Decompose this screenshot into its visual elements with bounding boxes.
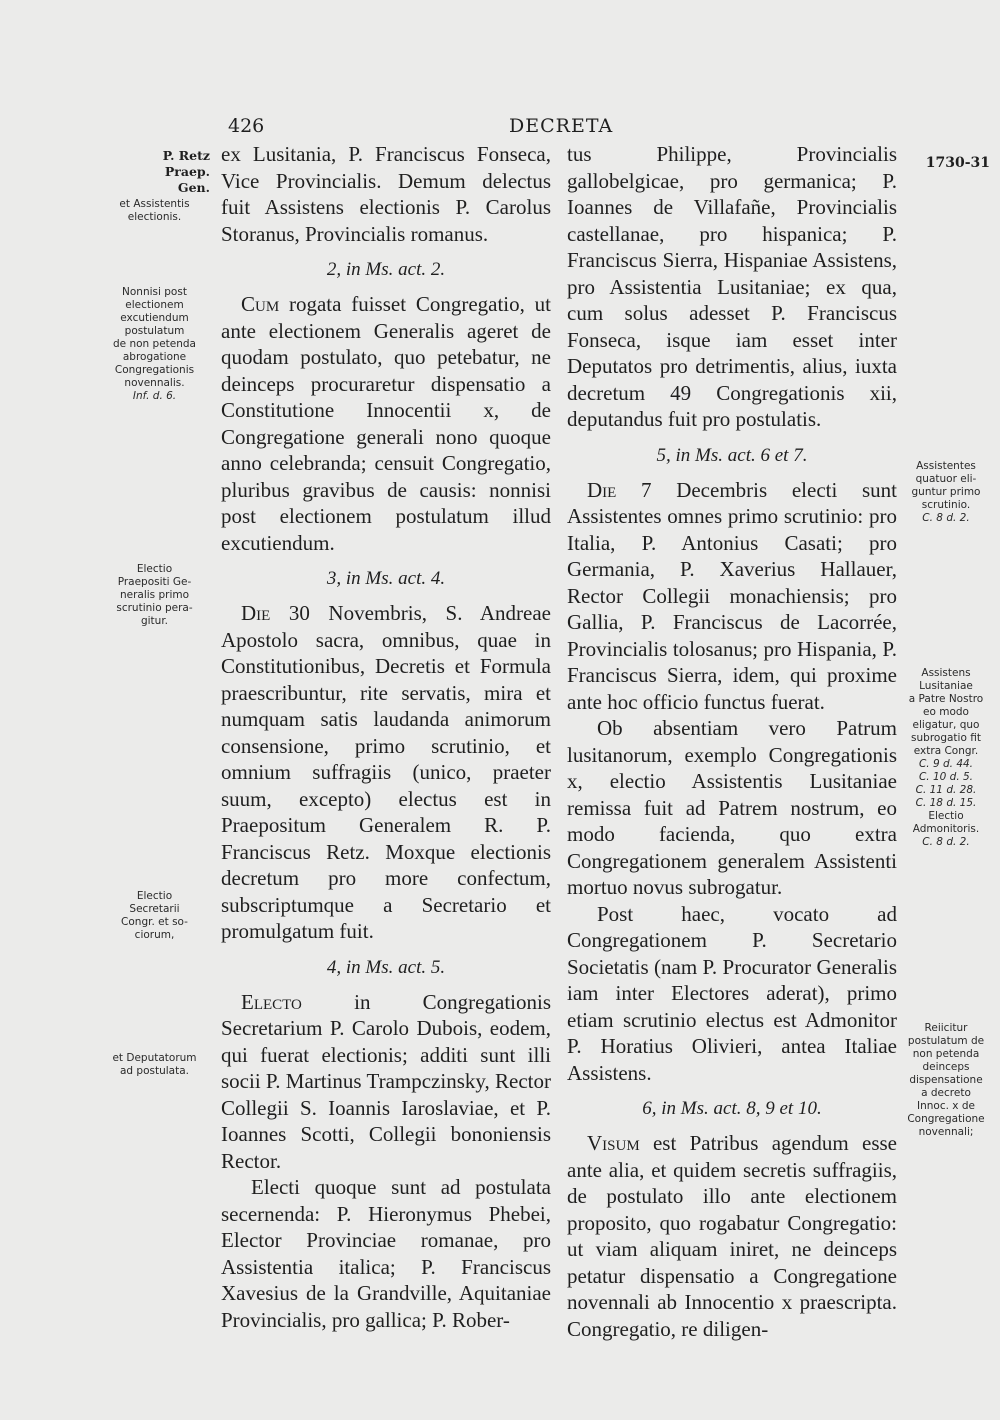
margin-note-electio-praepositi [102, 563, 207, 628]
paragraph [221, 989, 551, 1175]
margin-ref: C. 9 d. 44. [918, 758, 974, 770]
margin-line: quatuor eli- [915, 473, 977, 485]
margin-note-nonnisi-post [102, 286, 207, 403]
paragraph: ex Lusitania, P. Franciscus Fonseca, Vice Provincialis. Demum delectus fuit Assistens electionis P. Carolus Storanus, Provincialis romanus. [221, 142, 551, 246]
margin-line: et Deputatorum [112, 1052, 197, 1064]
page-number: 426 [228, 115, 265, 137]
initial-word: Cum [241, 292, 280, 316]
paragraph: Post haec, vocato ad Congregationem P. Secretario Societatis (nam P. Procurator Generalis iam inter Electores aderat), primo etiam scrutinio electus est Admonitor P. Horatius Olivieri, antea Italiae Assistens. [567, 901, 897, 1085]
paragraph: Electi quoque sunt ad postulata secernenda: P. Hieronymus Phebei, Elector Provinciae romanae, pro Assistentia italica; P. Franciscus Xavesius de la Grandville, Aquitaniae Provincialis, pro gallica; P. Rober- [221, 1175, 551, 1332]
margin-ref: C. 8 d. 2. [922, 512, 970, 524]
margin-ref: C. 8 d. 2. [922, 836, 970, 848]
margin-line: excutiendum [120, 312, 189, 324]
margin-line: et Assistentis [119, 198, 190, 210]
margin-note-assistens-electionis [102, 198, 207, 224]
paragraph-text: in Congregationis Secretarium P. Carolo Dubois, eodem, qui fuerat electionis; additi sunt illi socii P. Martinus Trampczinsky, Rector Collegii S. Ioannis Iaroslaviae, et P. Ioannes Scotti, Collegii bononiensis Rector. [221, 989, 551, 1173]
paragraph: Ob absentiam vero Patrum lusitanorum, exemplo Congregationis x, electio Assistentis Lusitaniae remissa fuit ad Patrem nostrum, eo modo facienda, quo extra Congregationem generalem Assistenti mortuo novus subrogatur. [567, 716, 897, 899]
margin-line: scrutinio. [921, 499, 971, 511]
margin-note-reiicitur [900, 1022, 992, 1139]
margin-line: subrogatio fit [911, 732, 981, 744]
margin-note-retz [130, 148, 210, 196]
margin-ref: C. 10 d. 5. [918, 771, 974, 783]
paragraph-text: 7 Decembris electi sunt Assistentes omnes primo scrutinio: pro Italia, P. Antonius Casati; pro Germania, P. Xaverius Hallauer, Rector Collegii monachiensis; pro Gallia, P. Franciscus de Lacorrée, Provincialis tolosanus; pro Hispania, P. Franciscus Sierra, idem, qui proxime ante hoc officio functus fuerat. [567, 477, 897, 714]
margin-line: postulatum de [907, 1035, 985, 1047]
section-heading: 5, in Ms. act. 6 et 7. [656, 444, 808, 466]
margin-line: Assistens [921, 667, 971, 679]
paragraph [567, 477, 897, 716]
margin-line: Nonnisi post [122, 286, 187, 298]
section-heading: 6, in Ms. act. 8, 9 et 10. [642, 1098, 822, 1119]
margin-line: eo modo [923, 706, 969, 718]
margin-line: Praepositi Ge- [117, 576, 192, 588]
margin-note-electio-secretarii [102, 890, 207, 942]
margin-line: Lusitaniae [919, 680, 973, 692]
paragraph-text: est Patribus agendum esse ante alia, et quidem secretis suffragiis, de postulato illo ante electionem proposito, quo rogabatur Congregatio: ut viam aliquam iniret, ne deinceps petatur dispensatio a Congregatione novennali ab Innocentio x praescripta. Congregatio, re diligen- [567, 1131, 897, 1341]
text-column-left [221, 141, 551, 1333]
margin-ref: Inf. d. 6. [132, 390, 177, 402]
margin-ref: C. 11 d. 28. [915, 784, 977, 796]
running-head: DECRETA [509, 115, 614, 137]
margin-line: eligatur, quo [912, 719, 980, 731]
margin-line: neralis primo [119, 589, 190, 601]
margin-line: non petenda [912, 1048, 980, 1060]
margin-line: extra Congr. [913, 745, 979, 757]
paragraph [567, 1130, 897, 1342]
margin-line: a Patre Nostro [908, 693, 984, 705]
initial-word: Die [587, 477, 617, 502]
initial-word: Electo [241, 989, 302, 1014]
margin-line: Electio [136, 563, 173, 575]
margin-note-deputatorum [102, 1052, 207, 1078]
initial-word: Visum [587, 1131, 640, 1155]
margin-line: a decreto [921, 1087, 971, 1099]
margin-line: novennali; [918, 1126, 974, 1138]
initial-word: Die [241, 601, 271, 625]
margin-line: Congr. et so- [121, 916, 188, 928]
margin-line: postulatum [124, 325, 185, 337]
margin-line: deinceps [922, 1061, 970, 1073]
margin-note-assistens-lusitaniae [900, 667, 992, 849]
margin-line: guntur primo [911, 486, 981, 498]
paragraph: tus Philippe, Provincialis gallobelgicae, pro germanica; P. Ioannes de Villafañe, Provincialis castellanae, pro hispanica; P. Franciscus Sierra, Hispaniae Assistens, pro Assistentia Lusitaniae; ex qua, cum solus adesset P. Franciscus Fonseca, isque iam esset inter Deputatos pro detrimentis, alius, iuxta decretum 49 Congregationis xii, deputandus fuit pro postulatis. [567, 142, 897, 431]
margin-line: Electio [136, 890, 173, 902]
margin-line: Admonitoris. [912, 823, 980, 835]
paragraph [221, 600, 551, 945]
margin-line: ad postulata. [119, 1065, 189, 1077]
margin-line: electionis. [127, 211, 182, 223]
margin-line: Congregatione [907, 1113, 985, 1125]
margin-line: Congregationis [114, 364, 195, 376]
margin-line: Assistentes [916, 460, 976, 472]
margin-line: P. Retz [162, 148, 210, 163]
text-column-right [567, 141, 897, 1342]
margin-line: abrogatione [122, 351, 187, 363]
margin-line: Innoc. x de [917, 1100, 975, 1112]
margin-line: novennalis. [124, 377, 185, 389]
margin-line: Praep. Gen. [164, 164, 210, 195]
margin-note-assistentes-quatuor [900, 460, 992, 525]
margin-line: electionem [125, 299, 184, 311]
margin-line: de non petenda [113, 338, 196, 350]
margin-line: dispensatione [909, 1074, 983, 1086]
paragraph-text: rogata fuisset Congregatio, ut ante electionem Generalis ageret de quodam postulato, quo petebatur, ne deinceps procuraretur dispensatio a Constitutione Innocentii x, de Congregatione generali nono quoque anno celebranda; censuit Congregatio, pluribus gravibus de causis: nonnisi post electionem postulatum illud excutiendum. [221, 292, 551, 555]
margin-line: Reiicitur [924, 1022, 968, 1034]
paragraph [221, 291, 551, 556]
margin-line: gitur. [140, 615, 169, 627]
year-range: 1730-31 [925, 155, 990, 171]
section-heading: 4, in Ms. act. 5. [326, 956, 446, 978]
margin-line: scrutinio pera- [116, 602, 193, 614]
margin-line: Secretarii [129, 903, 180, 915]
section-heading: 3, in Ms. act. 4. [326, 568, 446, 589]
margin-line: ciorum, [134, 929, 175, 941]
section-heading: 2, in Ms. act. 2. [326, 259, 446, 280]
margin-line: Electio [928, 810, 964, 822]
paragraph-text: 30 Novembris, S. Andreae Apostolo sacra, omnibus, quae in Constitutionibus, Decretis et Formula praescribuntur, rite servatis, mira et numquam satis laudanda animorum consensione, primo scrutinio, et omnium suffragiis (unico, praeter suum, excepto) electus est in Praepositum Generalem R. P. Franciscus Retz. Moxque electionis decretum pro more confectum, subscriptumque a Secretario et promulgatum fuit. [221, 601, 551, 943]
margin-ref: C. 18 d. 15. [915, 797, 977, 809]
